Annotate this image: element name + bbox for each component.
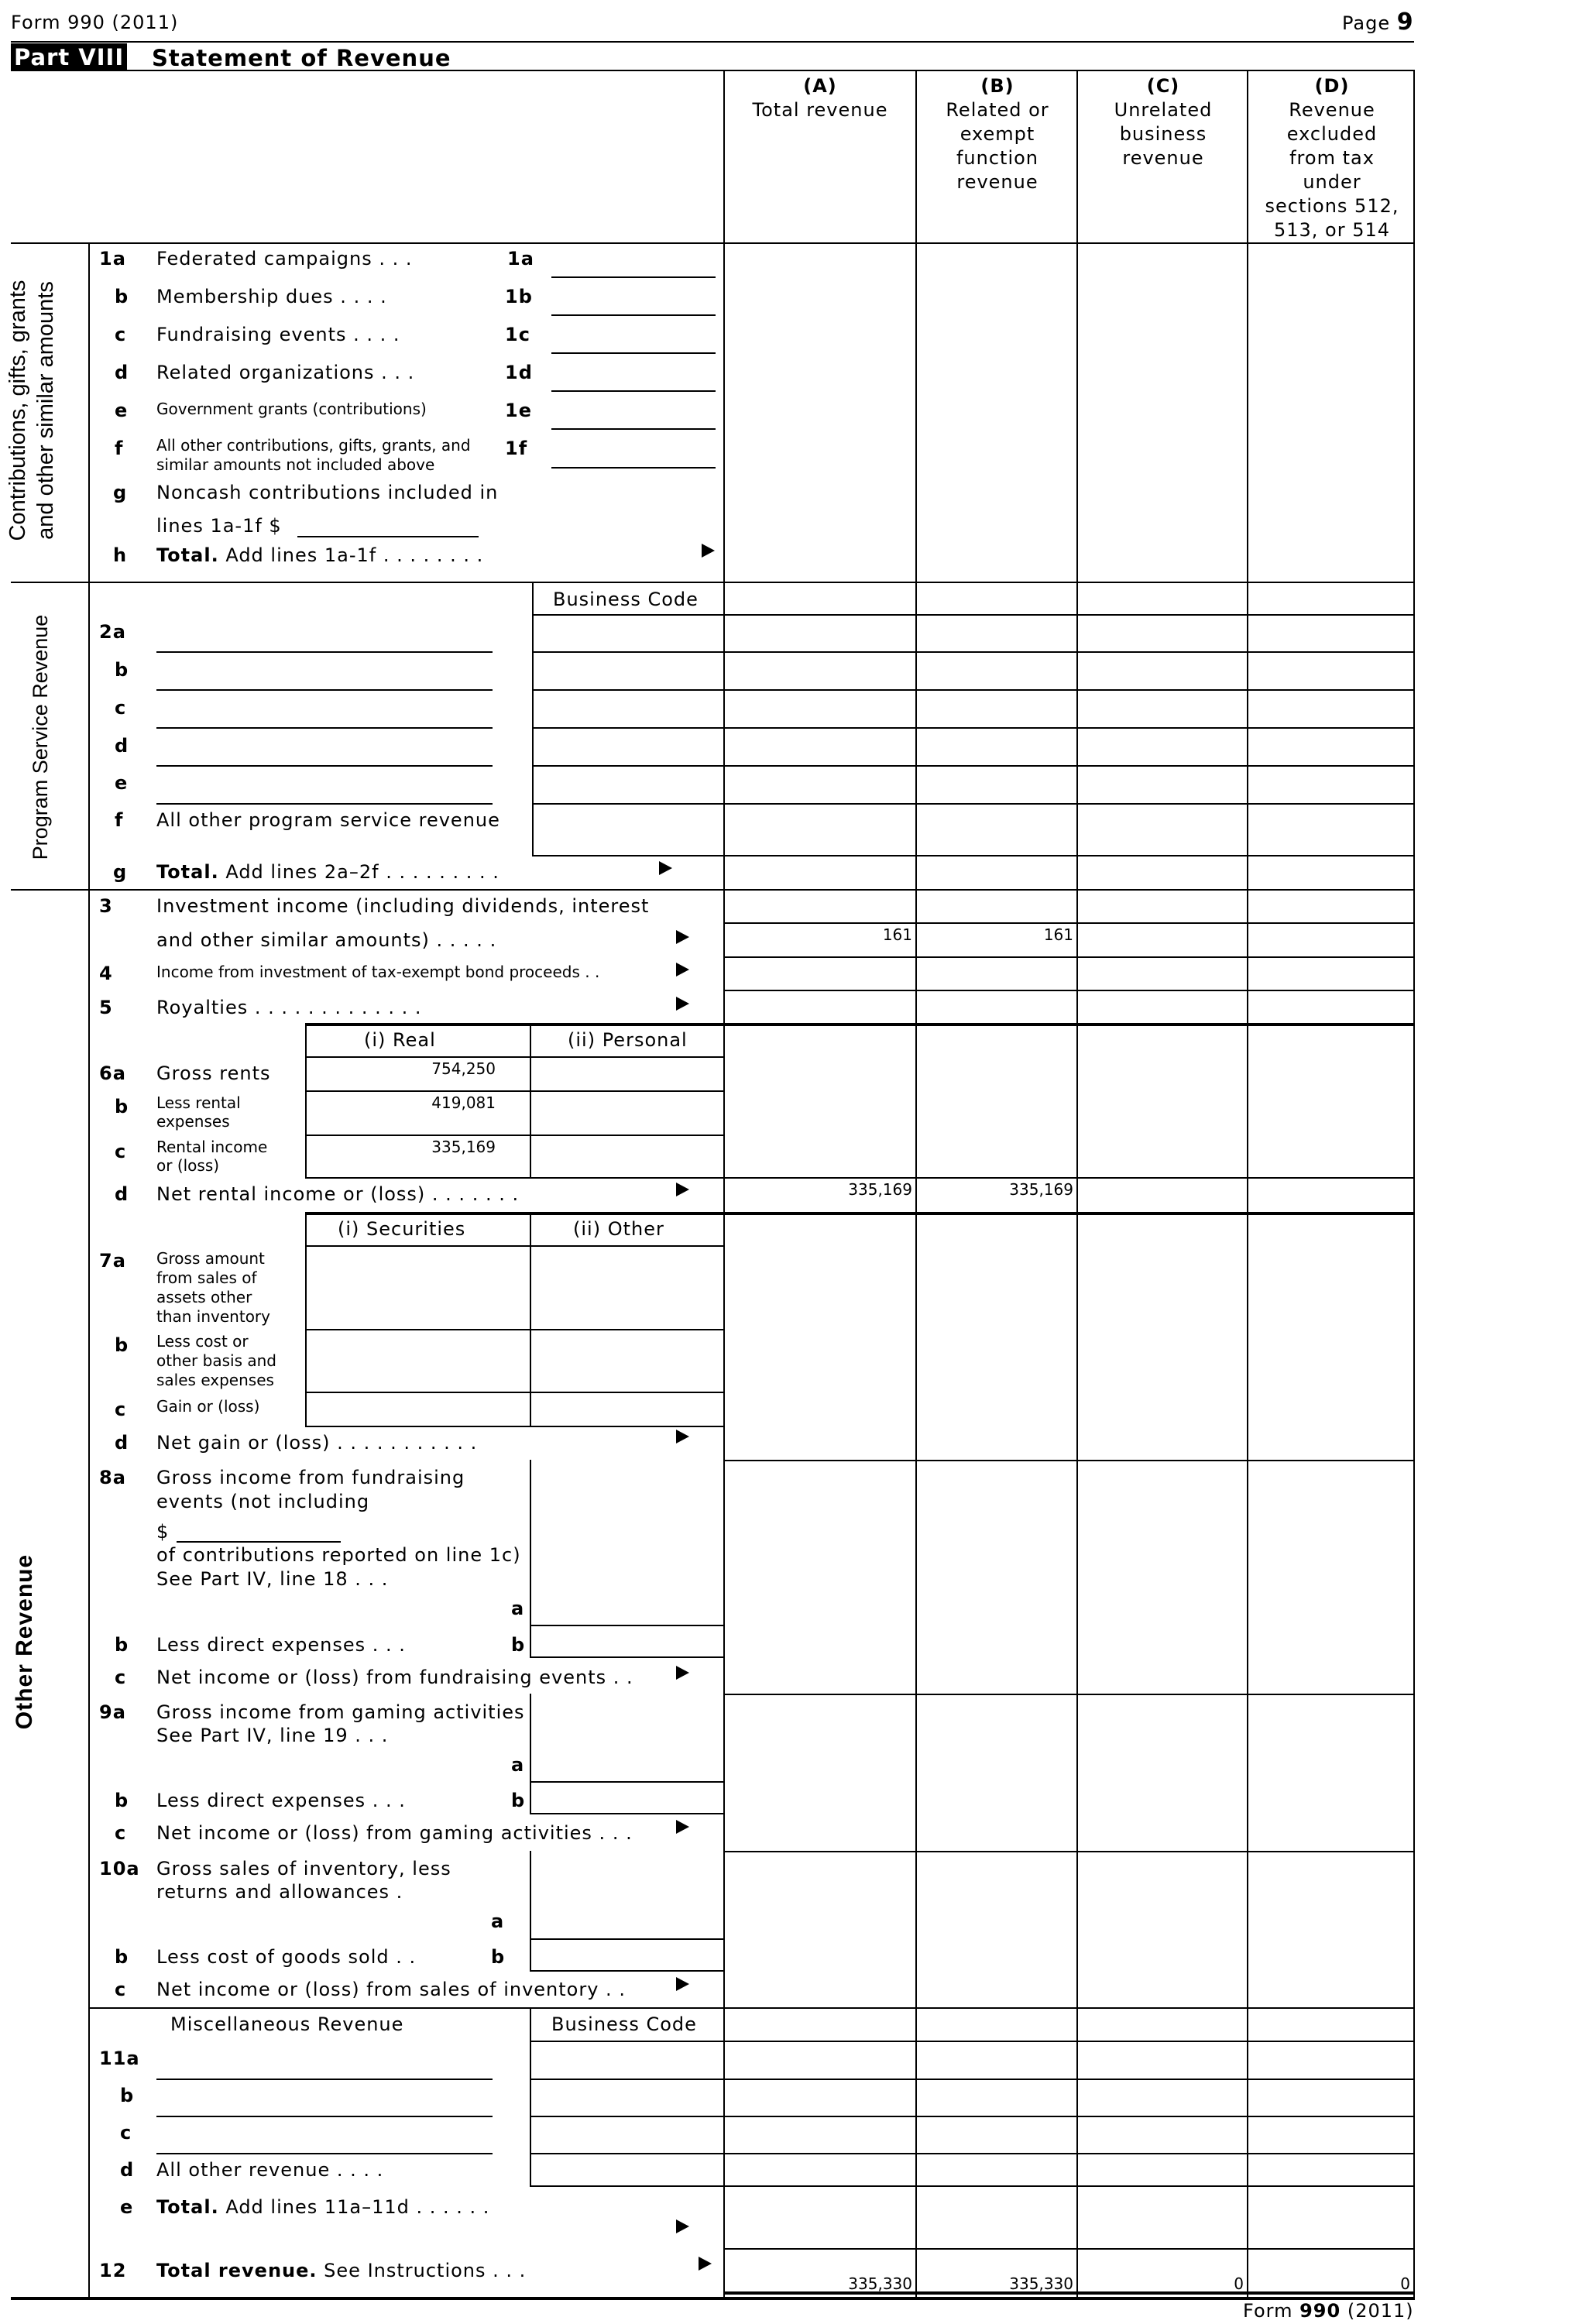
line-8c-arrow-icon <box>676 1666 689 1680</box>
inventory-box-left-line <box>530 1851 531 1970</box>
rent-row-rule-1 <box>305 1090 723 1092</box>
col-d-letter: (D) <box>1314 75 1350 97</box>
line-10b-box: b <box>491 1946 506 1968</box>
col-d-right-line <box>1413 70 1415 2300</box>
line-1a-num: 1a <box>99 248 126 269</box>
line-4-arrow-icon <box>676 963 689 977</box>
line-1g-num: g <box>113 482 128 503</box>
line-3-arrow-icon <box>676 930 689 944</box>
line-3-label-2: and other similar amounts) . . . . . <box>156 929 497 951</box>
line-1g-label-1: Noncash contributions included in <box>156 482 499 503</box>
line-8a-dollar-entry[interactable] <box>177 1541 341 1543</box>
line-2c-num: c <box>115 697 127 719</box>
line-8a-box-rule <box>530 1625 723 1626</box>
sale-row-rule-0 <box>305 1245 723 1247</box>
line-8a-box: a <box>511 1598 525 1619</box>
line-10a-box: a <box>491 1910 505 1932</box>
side-label-contributions <box>4 256 74 565</box>
line-11e-arrow-icon <box>676 2219 689 2233</box>
line-6-top-rule <box>305 1023 1414 1026</box>
misc-row-rule-2 <box>530 2116 1414 2117</box>
line-7a-label-1: Gross amount <box>156 1249 265 1268</box>
line-11a-entry[interactable] <box>156 2079 493 2080</box>
line-10-top-rule <box>723 1851 1414 1852</box>
line-11c-num: c <box>120 2122 132 2144</box>
col-b-letter: (B) <box>980 75 1014 97</box>
section-2-bottom-rule <box>11 889 1414 891</box>
page-label <box>1342 9 1414 36</box>
prog-row-rule-5 <box>532 803 1414 805</box>
line-10a-num: 10a <box>99 1858 140 1879</box>
footer-prefix: Form <box>1243 2300 1293 2322</box>
side-label-other-revenue: Other Revenue <box>12 1553 37 1730</box>
line-4-num: 4 <box>99 963 113 984</box>
col-a-letter: (A) <box>803 75 837 97</box>
line-1a-box: 1a <box>507 248 534 269</box>
form-id: Form 990 (2011) <box>11 12 179 33</box>
line-8a-num: 8a <box>99 1467 126 1488</box>
line-3-num: 3 <box>99 895 113 917</box>
sale-row-rule-3 <box>305 1426 723 1427</box>
line-2d-entry[interactable] <box>156 765 493 767</box>
line-9c-arrow-icon <box>676 1820 689 1834</box>
line-2f-label: All other program service revenue <box>156 809 500 831</box>
line-6c-real: 335,169 <box>431 1138 496 1156</box>
line-7b-label-1: Less cost or <box>156 1332 249 1351</box>
col-c-letter: (C) <box>1146 75 1180 97</box>
line-12-bold: Total revenue. <box>156 2260 318 2281</box>
line-7b-num: b <box>115 1334 129 1356</box>
line-7d-num: d <box>115 1432 129 1454</box>
line-1d-num: d <box>115 362 129 383</box>
line-5-arrow-icon <box>676 997 689 1011</box>
misc-code-left-line <box>530 2007 531 2186</box>
col-a-header <box>725 74 915 122</box>
header-rule <box>11 41 1414 43</box>
line-8c-num: c <box>115 1667 127 1688</box>
line-8b-num: b <box>115 1634 129 1656</box>
line-2c-entry[interactable] <box>156 727 493 729</box>
line-12-col-d: 0 <box>1400 2274 1410 2293</box>
line-8c-label: Net income or (loss) from fundraising events . . <box>156 1667 633 1688</box>
line-6c-label-2: or (loss) <box>156 1156 220 1175</box>
prog-row-rule-4 <box>532 765 1414 767</box>
side-label-program-service: Program Service Revenue <box>29 614 52 860</box>
line-7c-label: Gain or (loss) <box>156 1397 260 1416</box>
col-c-left-line <box>1076 70 1078 2300</box>
line-8b-box: b <box>511 1634 526 1656</box>
line-9c-label: Net income or (loss) from gaming activities . . . <box>156 1822 633 1844</box>
line-11d-label: All other revenue . . . . <box>156 2159 384 2181</box>
line-1e-num: e <box>115 400 129 421</box>
line-7a-label-4: than inventory <box>156 1307 270 1326</box>
line-6c-num: c <box>115 1141 127 1162</box>
line-10c-num: c <box>115 1979 127 2000</box>
line-12-num: 12 <box>99 2260 127 2281</box>
line-10c-label: Net income or (loss) from sales of inventory . . <box>156 1979 626 2000</box>
line-10a-box-rule <box>530 1938 723 1940</box>
line-1c-box: 1c <box>505 324 530 345</box>
col-d-title: Revenue excluded from tax under sections 512, 513, or 514 <box>1265 99 1399 241</box>
line-8a-label-5: See Part IV, line 18 . . . <box>156 1568 389 1590</box>
line-1b-label: Membership dues . . . . <box>156 286 387 307</box>
line-1f-box: 1f <box>505 438 528 459</box>
col-c-title: Unrelated business revenue <box>1114 99 1213 169</box>
line-12-col-a: 335,330 <box>848 2274 912 2293</box>
header-bottom-rule <box>11 242 1414 244</box>
line-11e-bold: Total. <box>156 2196 219 2218</box>
page-bottom-rule <box>11 2297 1414 2300</box>
line-12-col-b: 335,330 <box>1009 2274 1073 2293</box>
line-11c-entry[interactable] <box>156 2153 493 2154</box>
rent-row-rule-0 <box>305 1056 723 1058</box>
line-1b-entry[interactable] <box>551 314 716 316</box>
line-8b-label: Less direct expenses . . . <box>156 1634 406 1656</box>
line-10a-label-2: returns and allowances . <box>156 1881 403 1903</box>
misc-row-rule-1 <box>530 2079 1414 2080</box>
line-1a-label: Federated campaigns . . . <box>156 248 413 269</box>
line-1e-entry[interactable] <box>551 428 716 430</box>
footer-form-number: 990 <box>1299 2300 1341 2322</box>
line-6b-real: 419,081 <box>431 1093 496 1112</box>
line-6a-real: 754,250 <box>431 1059 496 1078</box>
line-9a-label-1: Gross income from gaming activities <box>156 1701 525 1723</box>
line-3-col-a: 161 <box>882 925 912 944</box>
line-1b-num: b <box>115 286 129 307</box>
line-10a-label-1: Gross sales of inventory, less <box>156 1858 451 1879</box>
prog-row-rule-1 <box>532 651 1414 653</box>
fund-box-left-line <box>530 1460 531 1656</box>
line-2d-num: d <box>115 735 129 757</box>
line-11e-text: Add lines 11a–11d . . . . . . <box>225 2196 490 2218</box>
line-9b-box-rule <box>530 1813 723 1814</box>
line-7d-label: Net gain or (loss) . . . . . . . . . . . <box>156 1432 478 1454</box>
col-a-left-line <box>723 70 725 2300</box>
prog-row-rule-2 <box>532 689 1414 691</box>
rent-personal-left-line <box>530 1023 531 1178</box>
line-9c-num: c <box>115 1822 127 1844</box>
line-9b-box: b <box>511 1790 526 1811</box>
misc-row-rule-4 <box>530 2185 1414 2187</box>
line-8b-box-rule <box>530 1656 723 1658</box>
part-rule <box>11 70 1414 71</box>
col-d-left-line <box>1247 70 1248 2300</box>
prog-row-rule-0 <box>532 614 1414 616</box>
line-6a-num: 6a <box>99 1062 126 1084</box>
prog-business-code-header: Business Code <box>553 589 699 610</box>
line-6b-num: b <box>115 1096 129 1117</box>
side-label-contributions-line1: Contributions, gifts, grants <box>5 280 30 541</box>
line-2a-num: 2a <box>99 621 126 643</box>
misc-row-rule-3 <box>530 2153 1414 2154</box>
rent-row-rule-2 <box>305 1135 723 1136</box>
sale-head-securities: (i) Securities <box>338 1218 466 1240</box>
line-2a-entry[interactable] <box>156 651 493 653</box>
line-1h-arrow-icon <box>702 544 715 558</box>
line-12-col-c: 0 <box>1234 2274 1244 2293</box>
line-8a-label-3: $ <box>156 1521 170 1543</box>
line-2b-num: b <box>115 659 129 681</box>
line-2g-bold: Total. <box>156 861 219 883</box>
line-3-col-b: 161 <box>1043 925 1073 944</box>
sale-other-left-line <box>530 1212 531 1426</box>
line-4-label: Income from investment of tax-exempt bond proceeds . . <box>156 963 600 981</box>
line-1e-box: 1e <box>505 400 532 421</box>
line-1h-text: Add lines 1a-1f . . . . . . . . <box>225 544 484 566</box>
line-12-label <box>156 2260 526 2281</box>
line-2b-entry[interactable] <box>156 689 493 691</box>
line-11b-entry[interactable] <box>156 2116 493 2117</box>
page-number: 9 <box>1396 9 1414 36</box>
line-1h-label <box>156 545 483 565</box>
line-1e-label: Government grants (contributions) <box>156 400 427 418</box>
line-2g-text: Add lines 2a–2f . . . . . . . . . <box>225 861 499 883</box>
line-11e-num: e <box>120 2196 134 2218</box>
line-7c-num: c <box>115 1399 127 1420</box>
footer-form <box>1243 2301 1414 2321</box>
line-6a-label: Gross rents <box>156 1062 271 1084</box>
line-1c-label: Fundraising events . . . . <box>156 324 400 345</box>
line-1d-box: 1d <box>505 362 533 383</box>
part-title: Statement of Revenue <box>152 45 451 71</box>
line-5-row-top-rule <box>723 990 1414 991</box>
gaming-box-left-line <box>530 1694 531 1814</box>
rent-real-left-line <box>305 1023 307 1178</box>
prog-row-rule-3 <box>532 727 1414 729</box>
line-10b-label: Less cost of goods sold . . <box>156 1946 417 1968</box>
line-2g-label <box>156 862 499 882</box>
line-8-top-rule <box>723 1460 1414 1461</box>
line-1g-entry[interactable] <box>297 536 479 537</box>
line-11-top-rule <box>88 2007 1414 2009</box>
line-6d-arrow-icon <box>676 1183 689 1196</box>
line-6b-label-1: Less rental <box>156 1093 241 1112</box>
line-12-top-rule <box>723 2248 1414 2250</box>
col-a-title: Total revenue <box>752 99 888 121</box>
line-12-text: See Instructions . . . <box>324 2260 527 2281</box>
line-1f-entry[interactable] <box>551 467 716 469</box>
col-c-header <box>1080 74 1247 170</box>
rent-head-personal: (ii) Personal <box>568 1029 688 1051</box>
sale-securities-left-line <box>305 1212 307 1426</box>
line-1f-label-2: similar amounts not included above <box>156 455 435 474</box>
rent-row-rule-3 <box>305 1177 1414 1179</box>
line-6d-label: Net rental income or (loss) . . . . . . . <box>156 1183 520 1205</box>
sale-head-other: (ii) Other <box>573 1218 664 1240</box>
rent-head-real: (i) Real <box>364 1029 436 1051</box>
line-11e-label <box>156 2197 489 2217</box>
line-1c-num: c <box>115 324 127 345</box>
line-1h-num: h <box>113 544 128 566</box>
line-2f-num: f <box>115 809 124 831</box>
page-prefix: Page <box>1342 12 1391 34</box>
line-7-top-rule <box>305 1212 1414 1215</box>
line-1f-num: f <box>115 438 124 459</box>
footer-year: (2011) <box>1347 2300 1414 2322</box>
line-8a-label-2: events (not including <box>156 1491 370 1512</box>
line-6d-col-b: 335,169 <box>1009 1180 1073 1199</box>
line-5-num: 5 <box>99 997 113 1018</box>
line-10b-box-rule <box>530 1970 723 1972</box>
prog-row-rule-6 <box>532 855 1414 856</box>
line-2g-arrow-icon <box>659 861 672 875</box>
line-1a-entry[interactable] <box>551 276 716 278</box>
line-9a-box-rule <box>530 1781 723 1783</box>
line-7a-label-2: from sales of <box>156 1268 257 1287</box>
line-8a-label-4: of contributions reported on line 1c) <box>156 1544 521 1566</box>
misc-revenue-header: Miscellaneous Revenue <box>170 2013 404 2035</box>
line-7b-label-3: sales expenses <box>156 1371 274 1389</box>
line-6c-label-1: Rental income <box>156 1138 268 1156</box>
col-d-header <box>1250 74 1414 242</box>
line-10c-arrow-icon <box>676 1977 689 1991</box>
line-9a-box: a <box>511 1754 525 1776</box>
line-7a-label-3: assets other <box>156 1288 252 1306</box>
line-6d-num: d <box>115 1183 129 1205</box>
line-11d-num: d <box>120 2159 135 2181</box>
line-11b-num: b <box>120 2085 135 2106</box>
line-1g-label-2: lines 1a-1f $ <box>156 515 282 537</box>
line-9b-num: b <box>115 1790 129 1811</box>
sale-row-rule-2 <box>305 1392 723 1393</box>
line-1d-label: Related organizations . . . <box>156 362 415 383</box>
line-9-top-rule <box>723 1694 1414 1695</box>
line-7b-label-2: other basis and <box>156 1351 276 1370</box>
col-b-title: Related or exempt function revenue <box>946 99 1049 193</box>
part-label: Part VIII <box>11 43 127 71</box>
col-b-header <box>918 74 1076 194</box>
side-label-contributions-line2: and other similar amounts <box>33 281 58 540</box>
line-1h-bold: Total. <box>156 544 219 566</box>
line-4-row-top-rule <box>723 956 1414 958</box>
col-b-left-line <box>915 70 917 2300</box>
line-9a-num: 9a <box>99 1701 126 1723</box>
line-1d-entry[interactable] <box>551 390 716 392</box>
line-9b-label: Less direct expenses . . . <box>156 1790 406 1811</box>
line-number-column-line <box>88 242 90 2300</box>
line-9a-label-2: See Part IV, line 19 . . . <box>156 1725 389 1746</box>
line-8a-label-1: Gross income from fundraising <box>156 1467 465 1488</box>
line-1b-box: 1b <box>505 286 533 307</box>
line-11a-num: 11a <box>99 2048 140 2069</box>
section-1-bottom-rule <box>11 582 1414 583</box>
prog-code-left-line <box>532 582 534 856</box>
sale-row-rule-1 <box>305 1329 723 1330</box>
line-6d-col-a: 335,169 <box>848 1180 912 1199</box>
line-2e-entry[interactable] <box>156 803 493 805</box>
misc-row-rule-0 <box>530 2041 1414 2042</box>
line-1f-label-1: All other contributions, gifts, grants, and <box>156 436 471 455</box>
line-1c-entry[interactable] <box>551 352 716 354</box>
line-3-row-rule <box>723 922 1414 924</box>
line-7a-num: 7a <box>99 1250 126 1272</box>
line-5-label: Royalties . . . . . . . . . . . . . <box>156 997 422 1018</box>
line-7d-arrow-icon <box>676 1430 689 1443</box>
misc-business-code-header: Business Code <box>551 2013 697 2035</box>
line-2g-num: g <box>113 861 128 883</box>
line-3-label-1: Investment income (including dividends, interest <box>156 895 650 917</box>
line-2e-num: e <box>115 772 129 794</box>
line-12-arrow-icon <box>699 2257 712 2271</box>
line-10b-num: b <box>115 1946 129 1968</box>
line-6b-label-2: expenses <box>156 1112 230 1131</box>
